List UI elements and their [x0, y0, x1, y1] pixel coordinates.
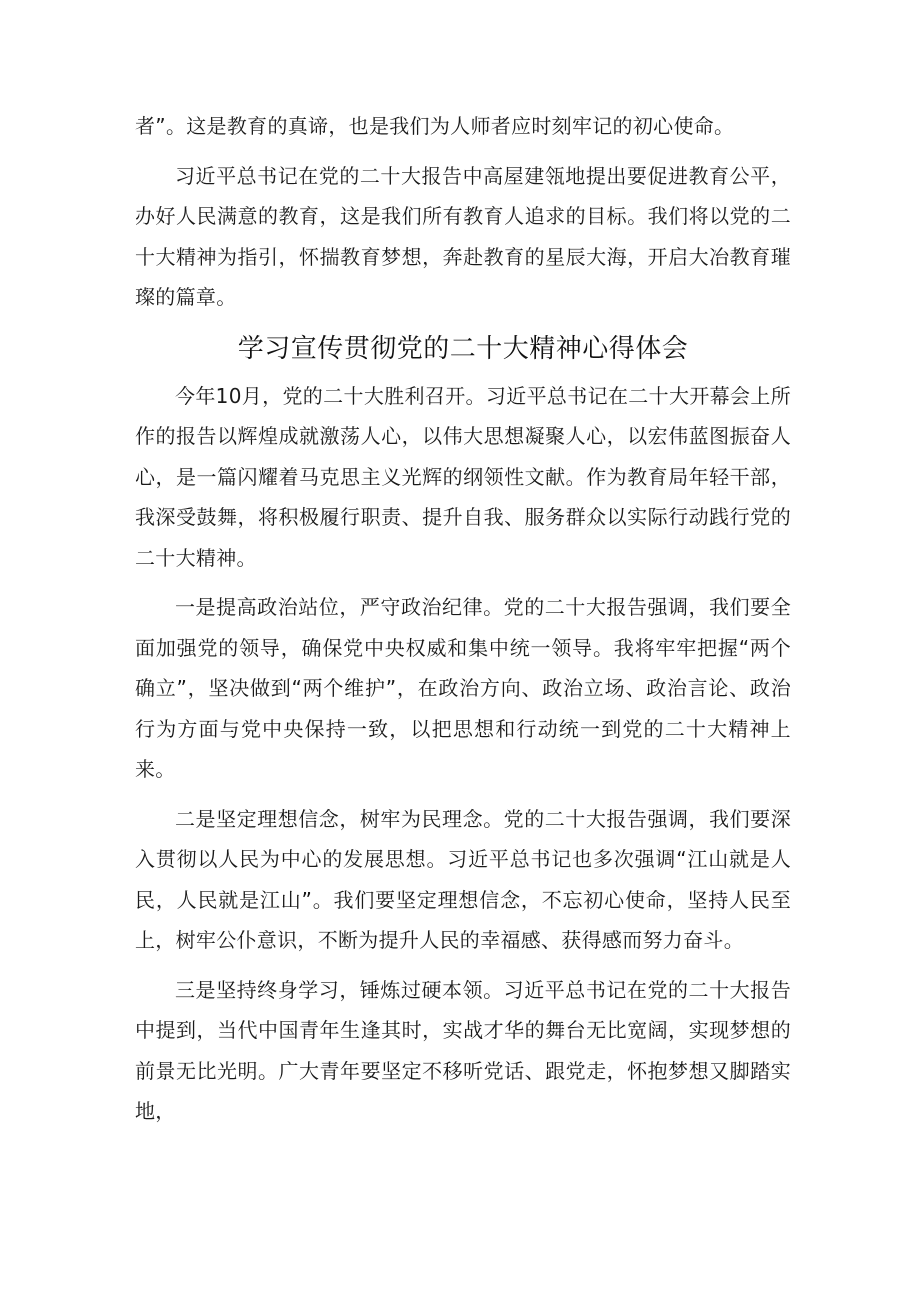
- paragraph: 一是提高政治站位，严守政治纪律。党的二十大报告强调，我们要全面加强党的领导，确保党中央权威和集中统一领导。我将牢牢把握“两个确立”，坚决做到“两个维护”，在政治方向、政治立场、政治言论、政治行为方面与党中央保持一致，以把思想和行动统一到党的二十大精神上来。: [135, 595, 791, 781]
- paragraph: 三是坚持终身学习，锤炼过硬本领。习近平总书记在党的二十大报告中提到，当代中国青年生逢其时，实战才华的舞台无比宽阔，实现梦想的前景无比光明。广大青年要坚定不移听党话、跟党走，怀抱梦想又脚踏实地，: [135, 977, 791, 1123]
- paragraph: 二是坚定理想信念，树牢为民理念。党的二十大报告强调，我们要深入贯彻以人民为中心的发展思想。习近平总书记也多次强调“江山就是人民，人民就是江山”。我们要坚定理想信念，不忘初心使命，坚持人民至上，树牢公仆意识，不断为提升人民的幸福感、获得感而努力奋斗。: [135, 806, 791, 952]
- paragraph: 今年10月，党的二十大胜利召开。习近平总书记在二十大开幕会上所作的报告以辉煌成就激荡人心，以伟大思想凝聚人心，以宏伟蓝图振奋人心，是一篇闪耀着马克思主义光辉的纲领性文献。作为教育局年轻干部，我深受鼓舞，将积极履行职责、提升自我、服务群众以实际行动践行党的二十大精神。: [135, 383, 791, 570]
- article-title: 学习宣传贯彻党的二十大精神心得体会: [237, 333, 689, 364]
- paragraph: 习近平总书记在党的二十大报告中高屋建瓴地提出要促进教育公平，办好人民满意的教育，这是我们所有教育人追求的目标。我们将以党的二十大精神为指引，怀揣教育梦想，奔赴教育的星辰大海，开启大冶教育璀璨的篇章。: [135, 163, 791, 309]
- document-body: [135, 106, 791, 1132]
- paragraph-continued: 者”。这是教育的真谛，也是我们为人师者应时刻牢记的初心使命。: [135, 114, 735, 138]
